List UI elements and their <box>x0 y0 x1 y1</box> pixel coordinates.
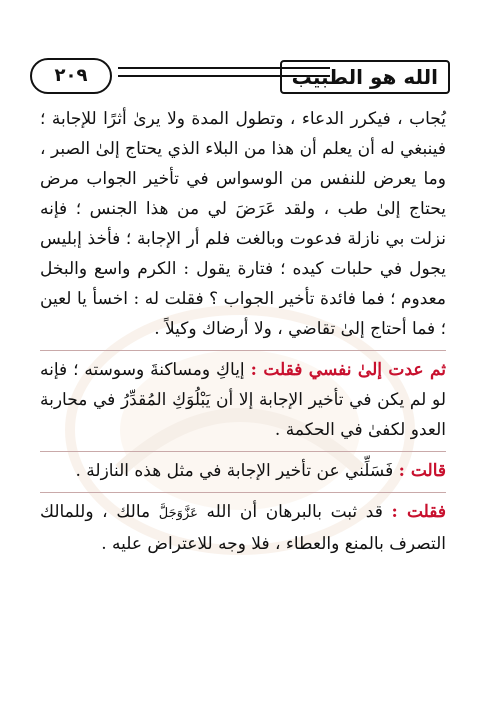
paragraph-4-text-a: قد ثبت بالبرهان أن الله <box>197 502 392 522</box>
page-header <box>30 56 450 96</box>
separator <box>40 492 446 493</box>
paragraph-2 <box>40 355 446 445</box>
paragraph-4 <box>40 497 446 559</box>
paragraph-2-text-a: إياكِ ومساكنةَ وسوسته ؛ <box>73 360 251 380</box>
paragraph-3 <box>40 456 446 486</box>
page-body <box>40 104 446 559</box>
paragraph-3-text: فَسَلِّني عن تأخير الإجابة في مثل هذه النازلة . <box>75 461 399 481</box>
paragraph-2-text-b: فإنه لو لم يكن في تأخير الإجابة إلا أن يَبْلُوَكِ المُقدِّرُ في محاربة العدو لكفىٰ في الحكمة . <box>40 360 446 440</box>
red-lead: ثم عدت إلىٰ نفسي فقلت : <box>250 360 446 380</box>
separator <box>40 451 446 452</box>
separator <box>40 350 446 351</box>
page-number: ٢٠٩ <box>30 58 112 94</box>
paragraph-1: يُجاب ، فيكرر الدعاء ، وتطول المدة ولا يرىٰ أثرًا للإجابة ؛ فينبغي له أن يعلم أن هذا من البلاء الذي يحتاج إلىٰ الصبر ، وما يعرض للنفس من الوسواس في تأخير الجواب مرض يحتاج إلىٰ طب ، ولقد عَرَضَ لي من هذا الجنس ؛ فإنه نزلت بي نازلة فدعوت وبالغت فلم أر الإجابة ؛ فأخذ إبليس يجول في حلبات كيده ؛ فتارة يقول : الكرم واسع والبخل معدوم ؛ فما فائدة تأخير الجواب ؟ فقلت له : اخسأ يا لعين ؛ فما أحتاج إلىٰ تقاضي ، ولا أرضاك وكيلاً . <box>40 109 446 339</box>
running-title: الله هو الطبيب <box>280 60 450 94</box>
paragraph-4-text-b: مالك ، وللمالك التصرف بالمنع والعطاء ، فلا وجه للاعتراض عليه . <box>40 502 446 554</box>
header-rule <box>118 67 330 77</box>
red-lead: قالت : <box>398 461 446 481</box>
red-lead: فقلت : <box>391 502 446 522</box>
honorific: عَزَّوَجَلَّ <box>158 506 198 521</box>
